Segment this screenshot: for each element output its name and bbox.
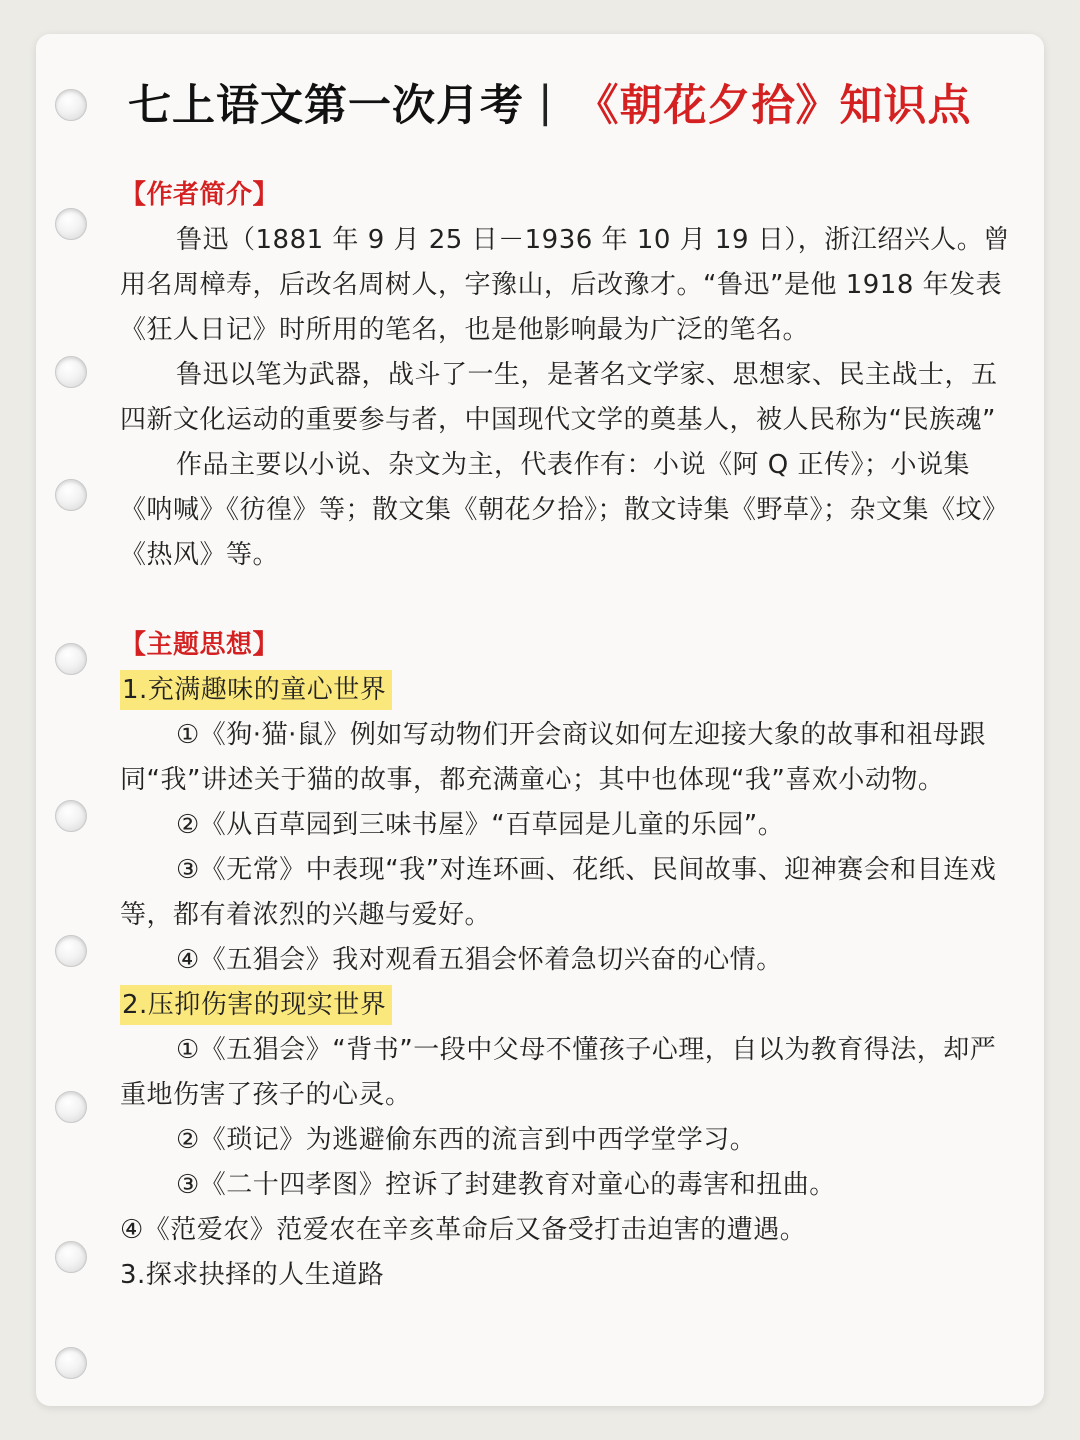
list-item: ①《狗·猫·鼠》例如写动物们开会商议如何左迎接大象的故事和祖母跟同“我”讲述关于猫的故事，都充满童心；其中也体现“我”喜欢小动物。 (120, 720, 986, 795)
title-separator: | (538, 77, 554, 127)
subtheme-2-title: 2.压抑伤害的现实世界 (120, 985, 392, 1025)
binder-hole (55, 208, 87, 240)
binder-hole (55, 643, 87, 675)
title-topic: 《朝花夕拾》知识点 (575, 80, 972, 131)
theme-heading: 【主题思想】 (120, 630, 280, 660)
binder-hole (55, 1091, 87, 1123)
author-paragraph-3: 作品主要以小说、杂文为主，代表作有：小说《阿 Q 正传》；小说集《呐喊》《彷徨》等；散文集《朝花夕拾》；散文诗集《野草》；杂文集《坟》《热风》等。 (120, 450, 1009, 570)
binder-hole (55, 89, 87, 121)
subtheme-1-title: 1.充满趣味的童心世界 (120, 670, 392, 710)
section-gap (120, 578, 1015, 623)
binder-hole (55, 1241, 87, 1273)
list-item: ①《五猖会》“背书”一段中父母不懂孩子心理，自以为教育得法，却严重地伤害了孩子的心灵。 (120, 1035, 997, 1110)
page-title (128, 70, 972, 134)
subtheme-3-title: 3.探求抉择的人生道路 (120, 1260, 385, 1290)
binder-hole (55, 935, 87, 967)
list-item: ②《从百草园到三味书屋》“百草园是儿童的乐园”。 (176, 810, 785, 840)
binder-hole (55, 1347, 87, 1379)
author-paragraph-1: 鲁迅（1881 年 9 月 25 日－1936 年 10 月 19 日），浙江绍兴人。曾用名周樟寿，后改名周树人，字豫山，后改豫才。“鲁迅”是他 1918 年发表《狂人日记》时所用的笔名，也是他影响最为广泛的笔名。 (120, 225, 1010, 345)
subtheme-2-row (120, 983, 1015, 1028)
notes-content (120, 173, 1015, 1298)
list-item: ④《范爱农》范爱农在辛亥革命后又备受打击迫害的遭遇。 (120, 1215, 807, 1245)
binder-hole (55, 800, 87, 832)
list-item: ②《琐记》为逃避偷东西的流言到中西学堂学习。 (176, 1125, 757, 1155)
list-item: ③《二十四孝图》控诉了封建教育对童心的毒害和扭曲。 (176, 1170, 836, 1200)
author-heading: 【作者简介】 (120, 180, 280, 210)
binder-hole (55, 479, 87, 511)
list-item: ③《无常》中表现“我”对连环画、花纸、民间故事、迎神赛会和目连戏等，都有着浓烈的兴趣与爱好。 (120, 855, 997, 930)
binder-hole (55, 356, 87, 388)
subtheme-1-row (120, 668, 1015, 713)
list-item: ④《五猖会》我对观看五猖会怀着急切兴奋的心情。 (176, 945, 783, 975)
title-main: 七上语文第一次月考 (128, 80, 524, 131)
author-paragraph-2: 鲁迅以笔为武器，战斗了一生，是著名文学家、思想家、民主战士，五四新文化运动的重要参与者，中国现代文学的奠基人，被人民称为“民族魂” (120, 360, 998, 435)
